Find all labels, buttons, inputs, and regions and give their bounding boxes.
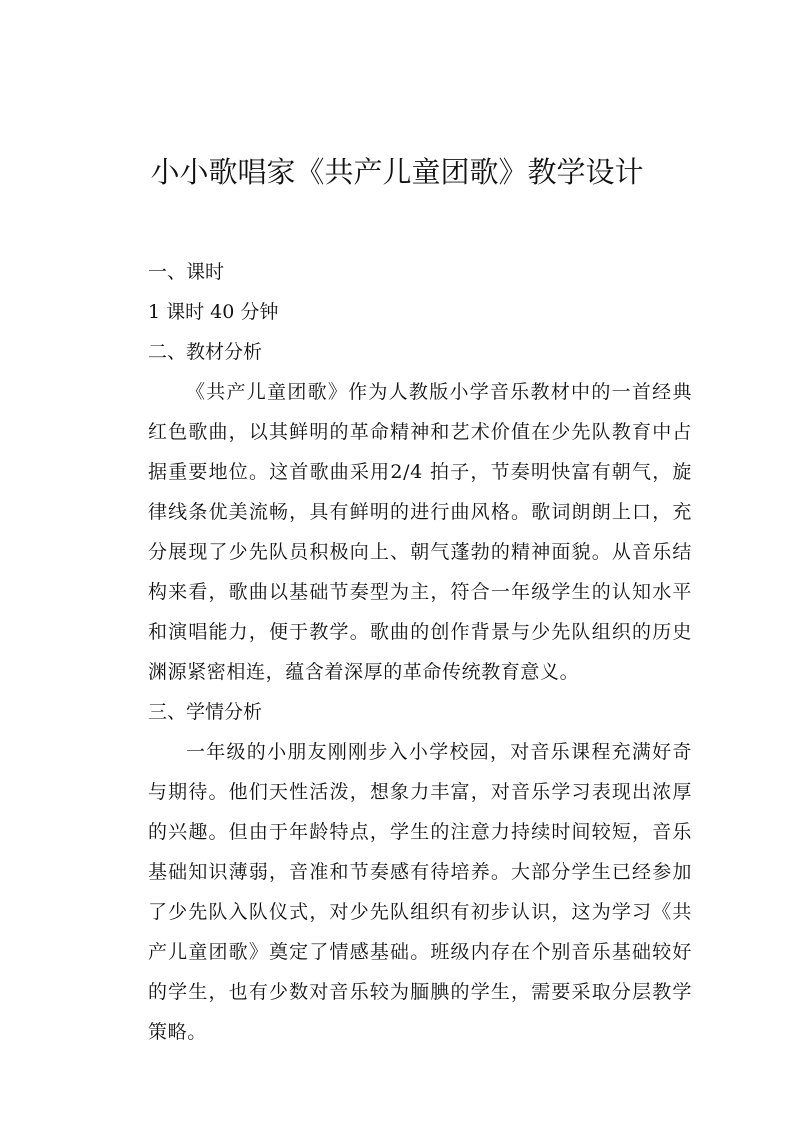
class-hours-text: 1 课时 40 分钟	[148, 301, 279, 323]
section-heading-class-hours: 一、课时	[148, 261, 225, 283]
section-heading-student-analysis: 三、学情分析	[148, 701, 263, 723]
material-analysis-paragraph: 《共产儿童团歌》作为人教版小学音乐教材中的一首经典红色歌曲，以其鲜明的革命精神和艺术价值在少先队教育中占据重要地位。这首歌曲采用2/4 拍子，节奏明快富有朝气，旋律线条优美流畅，具有鲜明的进行曲风格。歌词朗朗上口，充分展现了少先队员积极向上、朝气蓬勃的精神面貌。从音乐结构来看，歌曲以基础节奏型为主，符合一年级学生的认知水平和演唱能力，便于教学。歌曲的创作背景与少先队组织的历史渊源紧密相连，蕴含着深厚的革命传统教育意义。	[148, 381, 692, 683]
student-analysis-paragraph: 一年级的小朋友刚刚步入小学校园，对音乐课程充满好奇与期待。他们天性活泼，想象力丰富，对音乐学习表现出浓厚的兴趣。但由于年龄特点，学生的注意力持续时间较短，音乐基础知识薄弱，音准和节奏感有待培养。大部分学生已经参加了少先队入队仪式，对少先队组织有初步认识，这为学习《共产儿童团歌》奠定了情感基础。班级内存在个别音乐基础较好的学生，也有少数对音乐较为腼腆的学生，需要采取分层教学策略。	[148, 741, 692, 1043]
document-body	[148, 252, 692, 1052]
document-title: 小小歌唱家《共产儿童团歌》教学设计	[150, 155, 644, 189]
section-heading-material-analysis: 二、教材分析	[148, 341, 263, 363]
